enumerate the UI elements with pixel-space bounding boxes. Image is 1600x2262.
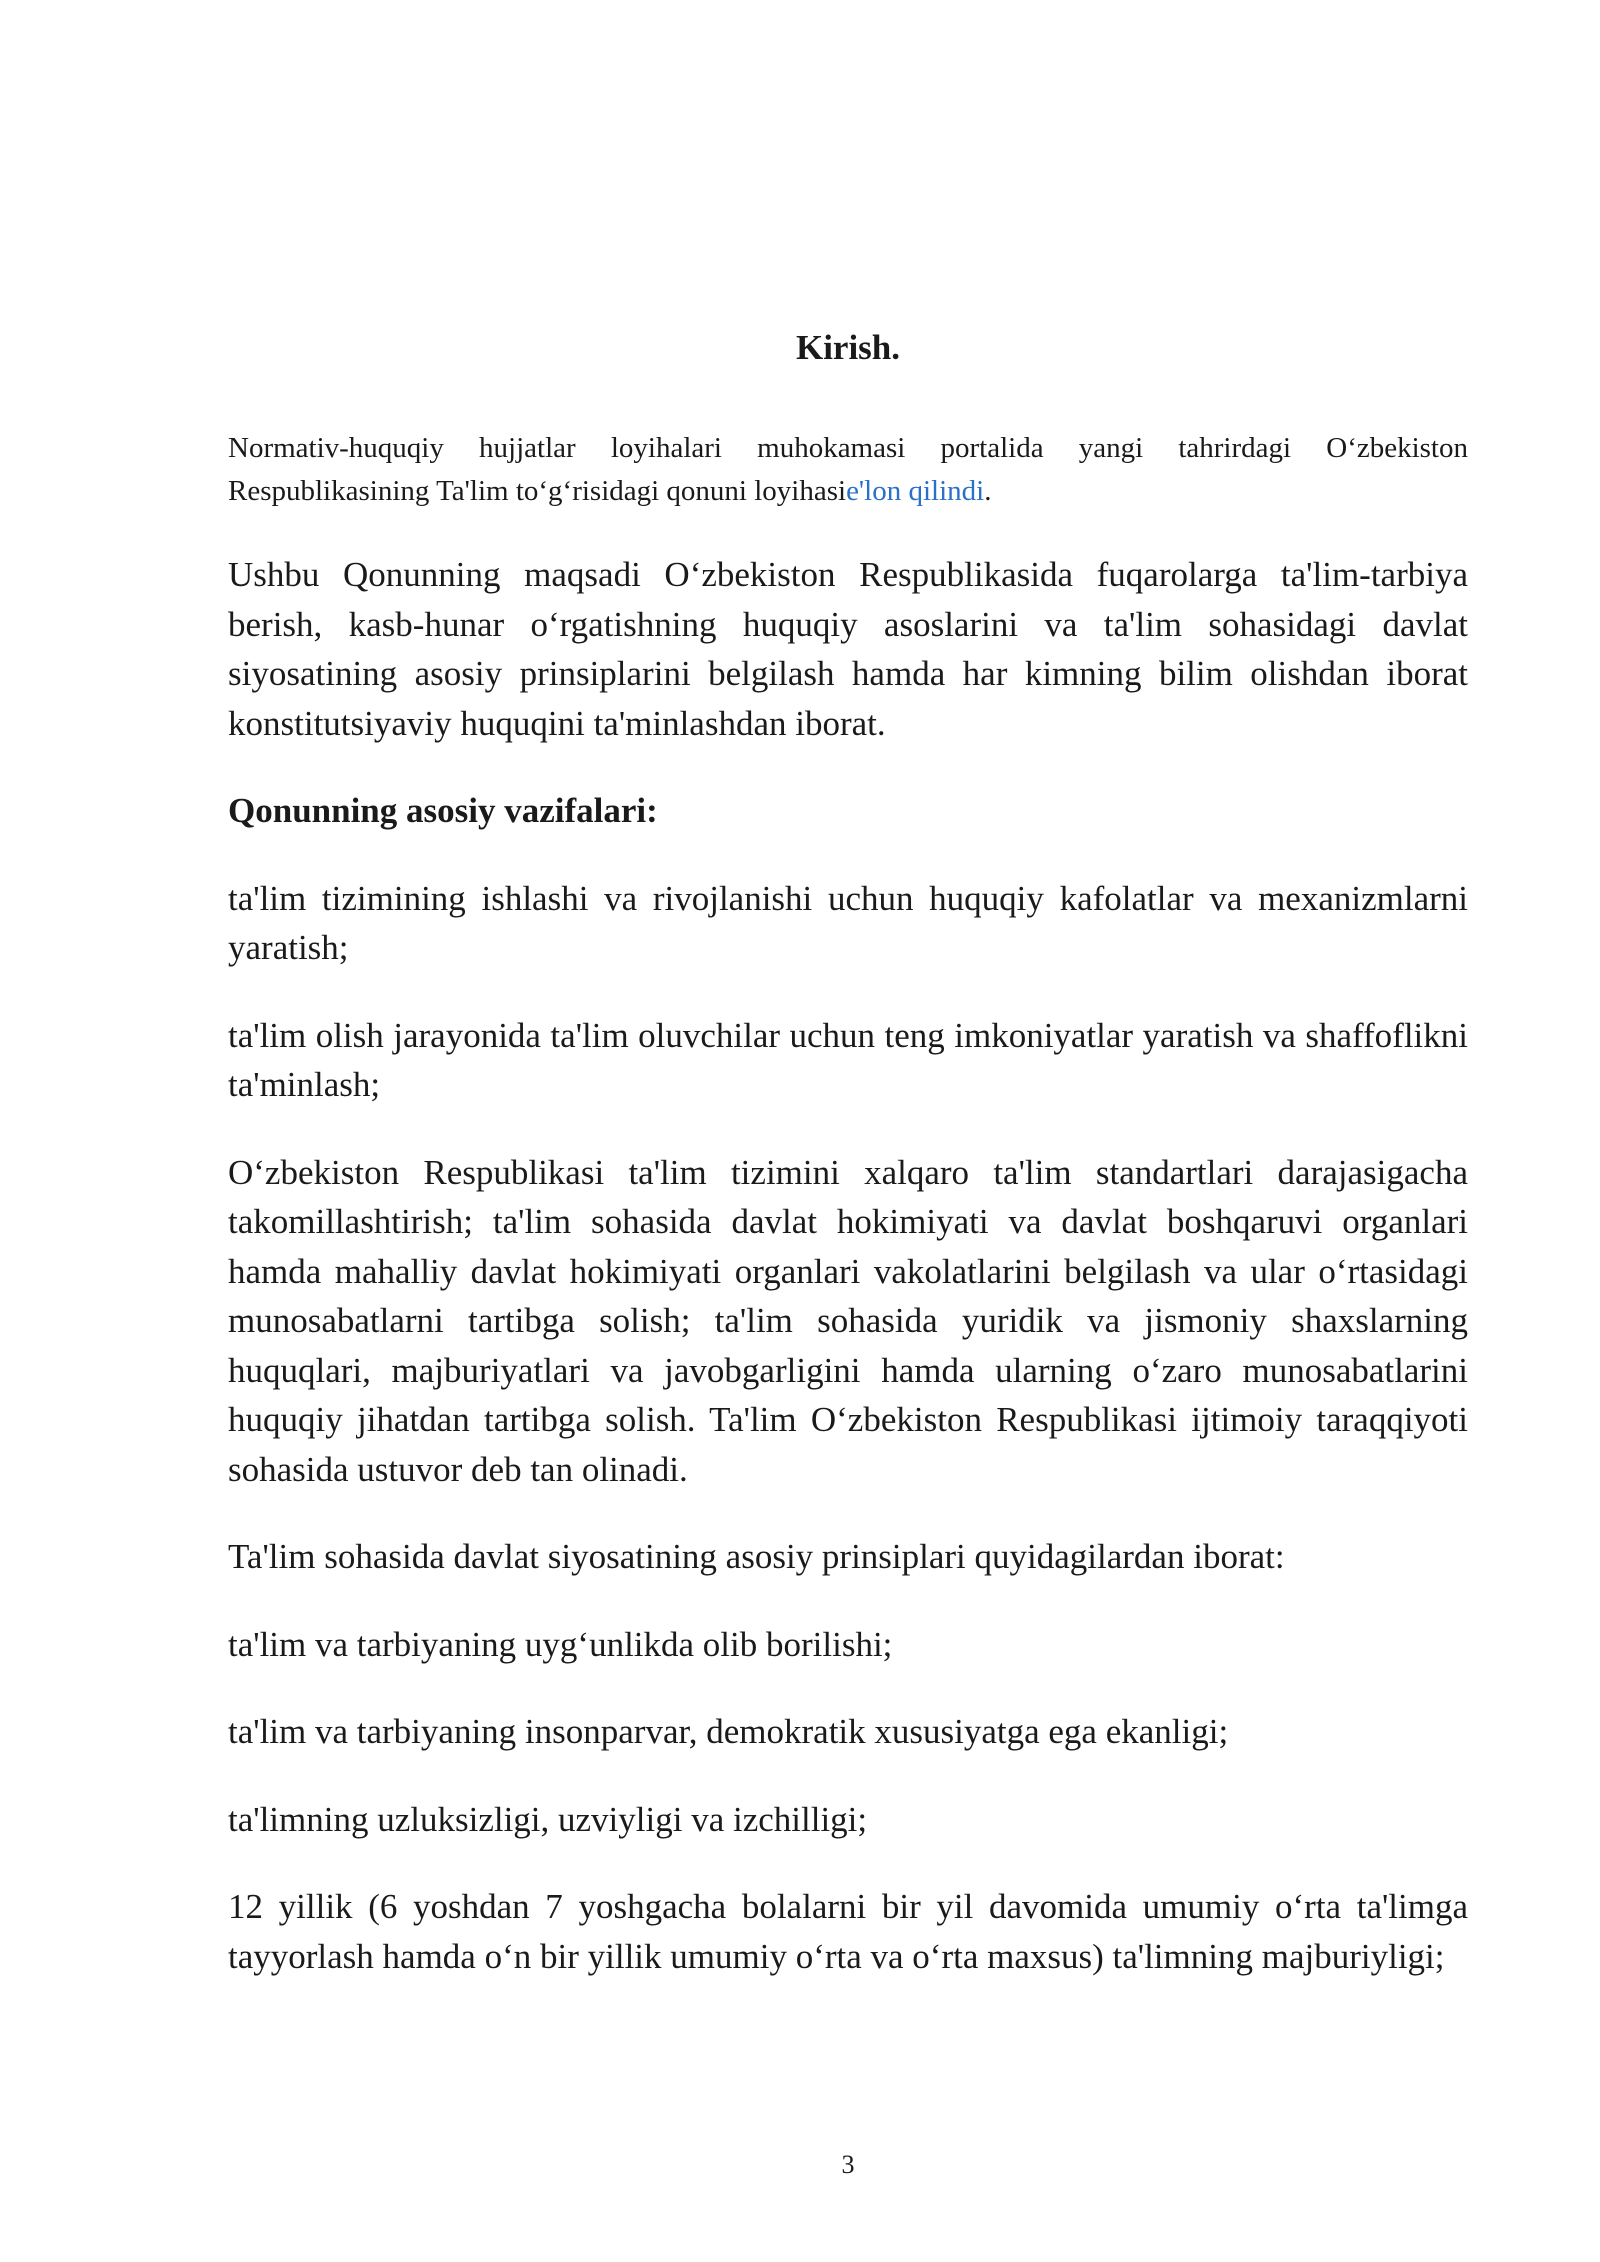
principle-item: ta'limning uzluksizligi, uzviyligi va izchilligi; (228, 1799, 868, 1839)
principle-item: 12 yillik (6 yoshdan 7 yoshgacha bolalarni bir yil davomida umumiy o‘rta ta'limga tayyorlash hamda o‘n bir yillik umumiy o‘rta va o‘rta maxsus) ta'limning majburiyligi; (228, 1887, 1468, 1976)
principles-intro: Ta'lim sohasida davlat siyosatining asosiy prinsiplari quyidagilardan iborat: (228, 1537, 1285, 1576)
intro-paragraph (228, 427, 1468, 513)
task-item: O‘zbekiston Respublikasi ta'lim tizimini xalqaro ta'lim standartlari darajasigacha takomillashtirish; ta'lim sohasida davlat hokimiyati va davlat boshqaruvi organlari hamda mahalliy davlat hokimiyati organlari vakolatlarini belgilash va ular o‘rtasidagi munosabatlarni tartibga solish; ta'lim sohasida yuridik va jismoniy shaxslarning huquqlari, majburiyatlari va javobgarligini hamda ularning o‘zaro munosabatlarini huquqiy jihatdan tartibga solish. Ta'lim O‘zbekiston Respublikasi ijtimoiy taraqqiyoti sohasida ustuvor deb tan olinadi. (228, 1152, 1468, 1489)
task-item: ta'lim tizimining ishlashi va rivojlanishi uchun huquqiy kafolatlar va mexanizmlarni yaratish; (228, 878, 1468, 967)
purpose-paragraph: Ushbu Qonunning maqsadi O‘zbekiston Respublikasida fuqarolarga ta'lim-tarbiya berish, kasb-hunar o‘rgatishning huquqiy asoslarini va ta'lim sohasidagi davlat siyosatining asosiy prinsiplarini belgilash hamda har kimning bilim olishdan iborat konstitutsiyaviy huquqini ta'minlashdan iborat. (228, 555, 1468, 743)
principle-item: ta'lim va tarbiyaning uyg‘unlikda olib borilishi; (228, 1624, 893, 1664)
intro-trailing: . (984, 475, 992, 507)
task-item: ta'lim olish jarayonida ta'lim oluvchilar uchun teng imkoniyatlar yaratish va shaffoflikni ta'minlash; (228, 1015, 1468, 1104)
page-number: 3 (841, 2150, 855, 2179)
intro-text: Normativ-huquqiy hujjatlar loyihalari muhokamasi portalida yangi tahrirdagi O‘zbekiston Respublikasining Ta'lim to‘g‘risidagi qonuni loyihasi (228, 432, 1468, 507)
section-heading: Kirish. (795, 328, 901, 367)
document-page (228, 0, 1468, 2262)
body-text (228, 550, 1468, 2019)
principle-item: ta'lim va tarbiyaning insonparvar, demokratik xususiyatga ega ekanligi; (228, 1712, 1229, 1751)
announcement-link[interactable]: e'lon qilindi (846, 475, 985, 507)
tasks-subheading: Qonunning asosiy vazifalari: (228, 791, 658, 830)
